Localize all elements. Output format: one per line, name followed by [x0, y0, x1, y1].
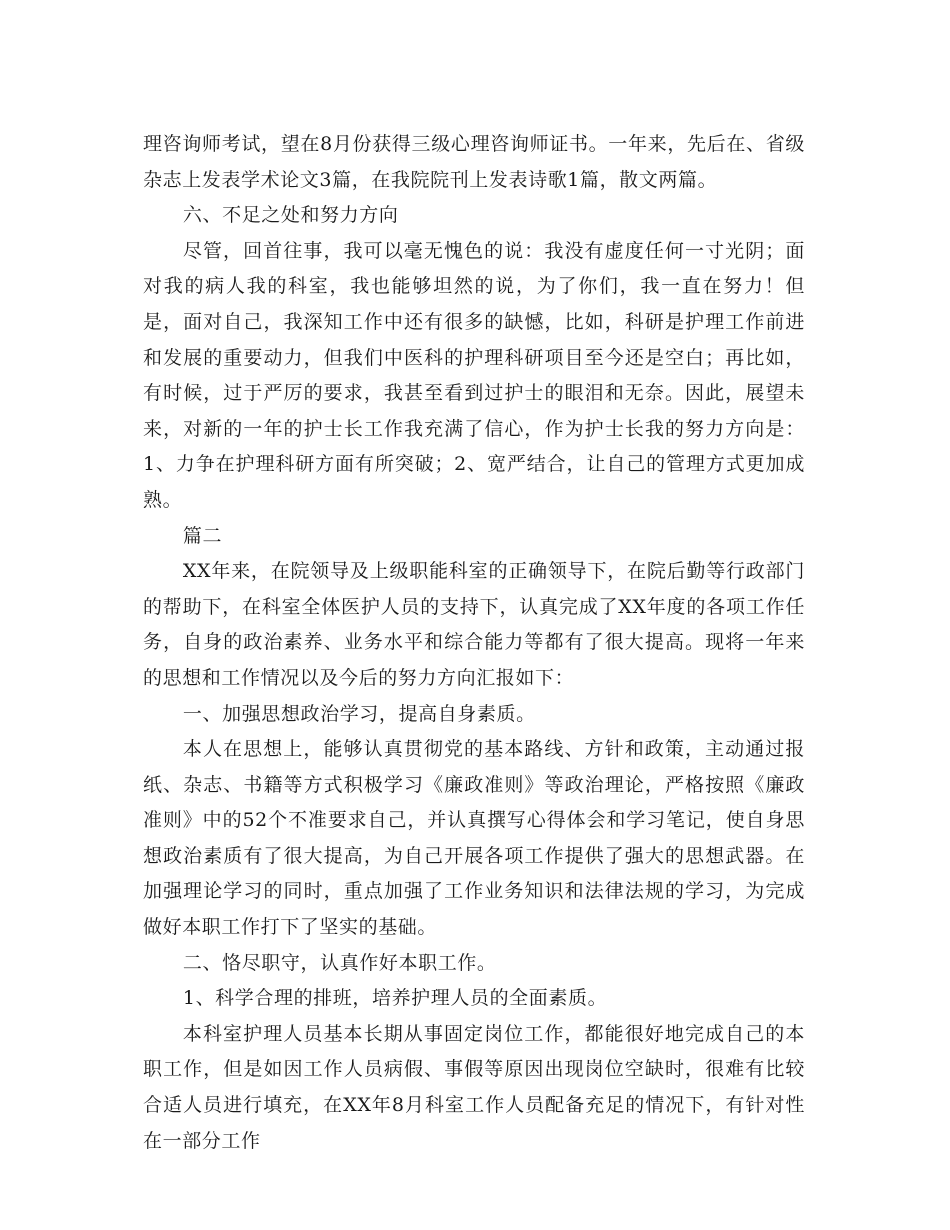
- subsection-heading: 1、科学合理的排班，培养护理人员的全面素质。: [182, 987, 608, 1010]
- part-heading: 篇二: [182, 524, 223, 547]
- paragraph: 本人在思想上，能够认真贯彻党的基本路线、方针和政策，主动通过报纸、杂志、书籍等方式积极学习《廉政准则》等政治理论，严格按照《廉政准则》中的52个不准要求自己，并认真撰写心得体会和学习笔记，使自身思想政治素质有了很大提高，为自己开展各项工作提供了强大的思想武器。在加强理论学习的同时，重点加强了工作业务知识和法律法规的学习，为完成做好本职工作打下了坚实的基础。: [143, 738, 805, 939]
- paragraph: XX年来，在院领导及上级职能科室的正确领导下，在院后勤等行政部门的帮助下，在科室全体医护人员的支持下，认真完成了XX年度的各项工作任务，自身的政治素养、业务水平和综合能力等都有了很大提高。现将一年来的思想和工作情况以及今后的努力方向汇报如下：: [143, 560, 805, 689]
- section-heading: 六、不足之处和努力方向: [182, 204, 399, 227]
- section-heading: 二、恪尽职守，认真作好本职工作。: [182, 951, 497, 974]
- document-body: [143, 127, 805, 1159]
- section-heading: 一、加强思想政治学习，提高自身素质。: [182, 702, 536, 725]
- paragraph: 理咨询师考试，望在8月份获得三级心理咨询师证书。一年来，先后在、省级杂志上发表学术论文3篇，在我院院刊上发表诗歌1篇，散文两篇。: [143, 133, 805, 191]
- paragraph: 本科室护理人员基本长期从事固定岗位工作，都能很好地完成自己的本职工作，但是如因工作人员病假、事假等原因出现岗位空缺时，很难有比较合适人员进行填充，在XX年8月科室工作人员配备充足的情况下，有针对性在一部分工作: [143, 1022, 805, 1152]
- paragraph: 尽管，回首往事，我可以毫无愧色的说：我没有虚度任何一寸光阴；面对我的病人我的科室，我也能够坦然的说，为了你们，我一直在努力！但是，面对自己，我深知工作中还有很多的缺憾，比如，科研是护理工作前进和发展的重要动力，但我们中医科的护理科研项目至今还是空白；再比如，有时候，过于严厉的要求，我甚至看到过护士的眼泪和无奈。因此，展望未来，对新的一年的护士长工作我充满了信心，作为护士长我的努力方向是：1、力争在护理科研方面有所突破；2、宽严结合，让自己的管理方式更加成熟。: [143, 239, 805, 511]
